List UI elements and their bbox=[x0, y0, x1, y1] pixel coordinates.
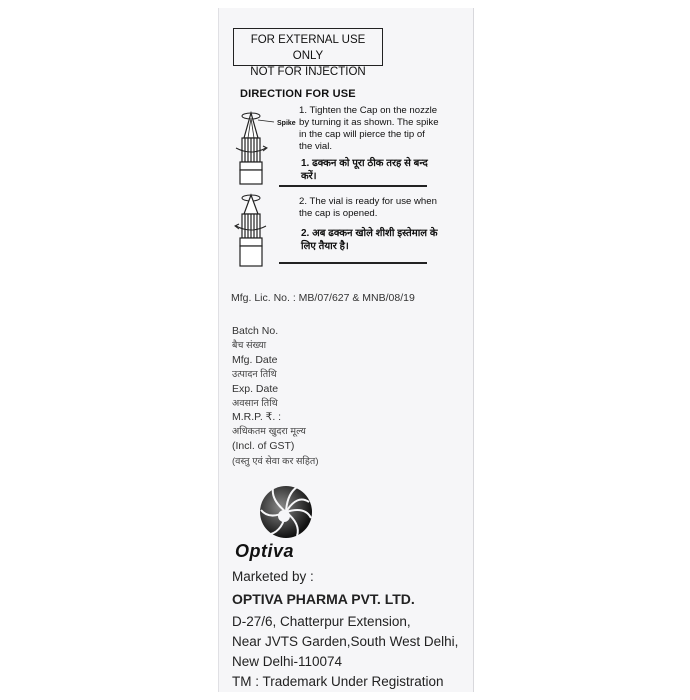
external-use-warning-box bbox=[233, 28, 383, 78]
address-line-1: D-27/6, Chatterpur Extension, bbox=[232, 614, 411, 629]
company-name: OPTIVA PHARMA PVT. LTD. bbox=[232, 591, 415, 607]
mfg-date-label: Mfg. Date bbox=[232, 354, 278, 366]
marketed-by-label: Marketed by : bbox=[232, 569, 314, 584]
vial-ready-icon bbox=[230, 190, 280, 270]
address-line-2: Near JVTS Garden,South West Delhi, bbox=[232, 634, 459, 649]
step-2-text: 2. The vial is ready for use when the cap is opened. bbox=[299, 196, 437, 219]
gst-note-hindi: (वस्तु एवं सेवा कर सहित) bbox=[232, 456, 319, 467]
exp-date-hindi: अवसान तिथि bbox=[232, 398, 278, 409]
mfg-license: Mfg. Lic. No. : MB/07/627 & MNB/08/19 bbox=[231, 292, 415, 304]
batch-no-label: Batch No. bbox=[232, 325, 279, 337]
mrp-label: M.R.P. ₹. : bbox=[232, 411, 282, 423]
batch-no-hindi: बैच संख्या bbox=[232, 340, 267, 351]
vial-cap-tighten-icon bbox=[230, 108, 280, 188]
step-1-text: 1. Tighten the Cap on the nozzle by turning it as shown. The spike in the cap will pierce the tip of the vial. bbox=[299, 105, 439, 152]
step-1-hindi: 1. ढक्कन को पूरा ठीक तरह से बन्द करें। bbox=[301, 158, 428, 182]
brand-name: Optiva bbox=[235, 541, 295, 561]
step-2-hindi: 2. अब ढक्कन खोले शीशी इस्तेमाल के लिए तैयार है। bbox=[301, 228, 438, 252]
spike-label: Spike bbox=[277, 120, 296, 127]
directions-heading: DIRECTION FOR USE bbox=[240, 88, 356, 100]
warning-line-2: NOT FOR INJECTION bbox=[250, 66, 366, 78]
divider-2 bbox=[279, 262, 427, 264]
optiva-logo-icon bbox=[257, 484, 315, 540]
exp-date-label: Exp. Date bbox=[232, 383, 279, 395]
mfg-date-hindi: उत्पादन तिथि bbox=[232, 369, 277, 380]
divider-1 bbox=[279, 185, 427, 187]
mrp-hindi: अधिकतम खुदरा मूल्य bbox=[232, 426, 306, 437]
gst-note: (Incl. of GST) bbox=[232, 440, 295, 452]
address-line-3: New Delhi-110074 bbox=[232, 654, 343, 669]
warning-line-1: FOR EXTERNAL USE ONLY bbox=[250, 34, 366, 62]
trademark-note: TM : Trademark Under Registration bbox=[232, 674, 444, 689]
